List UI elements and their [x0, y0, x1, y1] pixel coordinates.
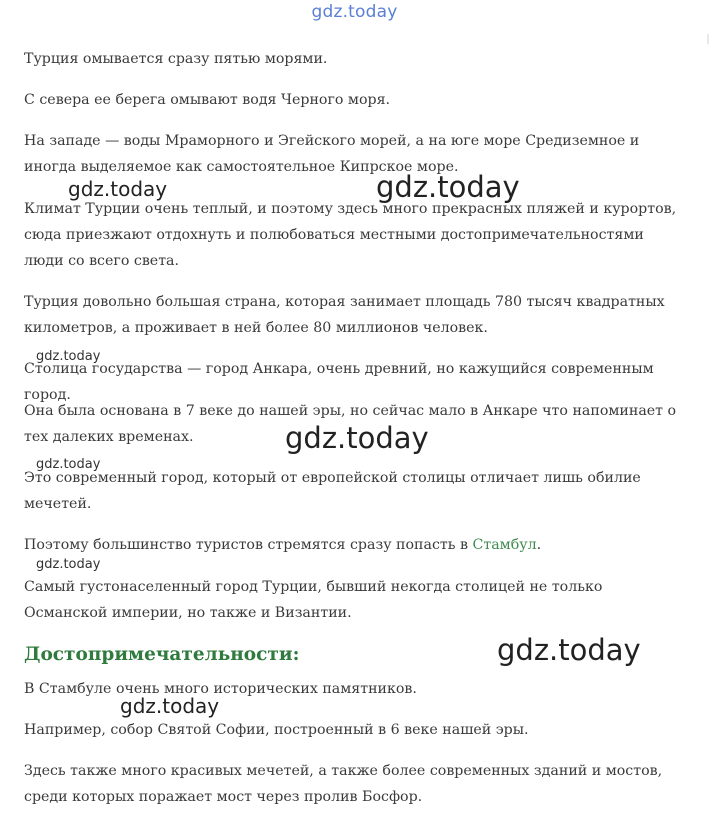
watermark-overlay: gdz.today — [120, 694, 220, 718]
paragraph-capital: Столица государства — город Анкара, очень древний, но кажущийся современным город. — [24, 361, 654, 403]
watermark-overlay: gdz.today — [68, 177, 168, 201]
paragraph-bosphorus: Здесь также много красивых мечетей, а также более современных зданий и мостов, среди которых поражает мост через пролив Босфор. — [24, 763, 663, 805]
paragraph-seas: Турция омывается сразу пятью морями. — [24, 51, 328, 67]
paragraph-istanbul: Самый густонаселенный город Турции, бывший некогда столицей не только Османской империи, но также и Византии. — [24, 579, 603, 621]
watermark-overlay: gdz.today — [36, 557, 101, 572]
paragraph-area: Турция довольно большая страна, которая занимает площадь 780 тысяч квадратных километров, а проживает в ней более 80 миллионов человек. — [24, 294, 665, 336]
watermark-overlay: gdz.today — [497, 633, 641, 667]
paragraph-monuments: В Стамбуле очень много исторических памятников. — [24, 681, 417, 697]
paragraph-west-south: На западе — воды Мраморного и Эгейского морей, а на юге море Средиземное и иногда выделяемое как самостоятельное Кипрское море. — [24, 133, 640, 175]
paragraph-hagia-sophia: Например, собор Святой Софии, построенный в 6 веке нашей эры. — [24, 722, 529, 738]
section-heading-sights: Достопримечательности: — [24, 644, 300, 665]
istanbul-link[interactable]: Стамбул — [472, 537, 537, 553]
paragraph-founded: Она была основана в 7 веке до нашей эры, но сейчас мало в Анкаре что напоминает о тех далеких временах. — [24, 403, 677, 445]
top-watermark: gdz.today — [311, 2, 398, 22]
watermark-overlay: gdz.today — [36, 457, 101, 472]
watermark-overlay: gdz.today — [36, 349, 101, 364]
paragraph-modern-city: Это современный город, который от европейской столицы отличает лишь обилие мечетей. — [24, 470, 641, 512]
watermark-overlay: gdz.today — [376, 170, 520, 204]
paragraph-tourists — [24, 532, 684, 558]
paragraph-tourists-end: . — [536, 537, 542, 553]
paragraph-north: С севера ее берега омывают водя Черного моря. — [24, 92, 391, 108]
paragraph-climate: Климат Турции очень теплый, и поэтому здесь много прекрасных пляжей и курортов, сюда приезжают отдохнуть и полюбоваться местными достопримечательностями люди со всего света. — [24, 201, 677, 269]
paragraph-tourists-text: Поэтому большинство туристов стремятся сразу попасть в — [24, 537, 473, 553]
watermark-overlay: gdz.today — [285, 421, 429, 455]
